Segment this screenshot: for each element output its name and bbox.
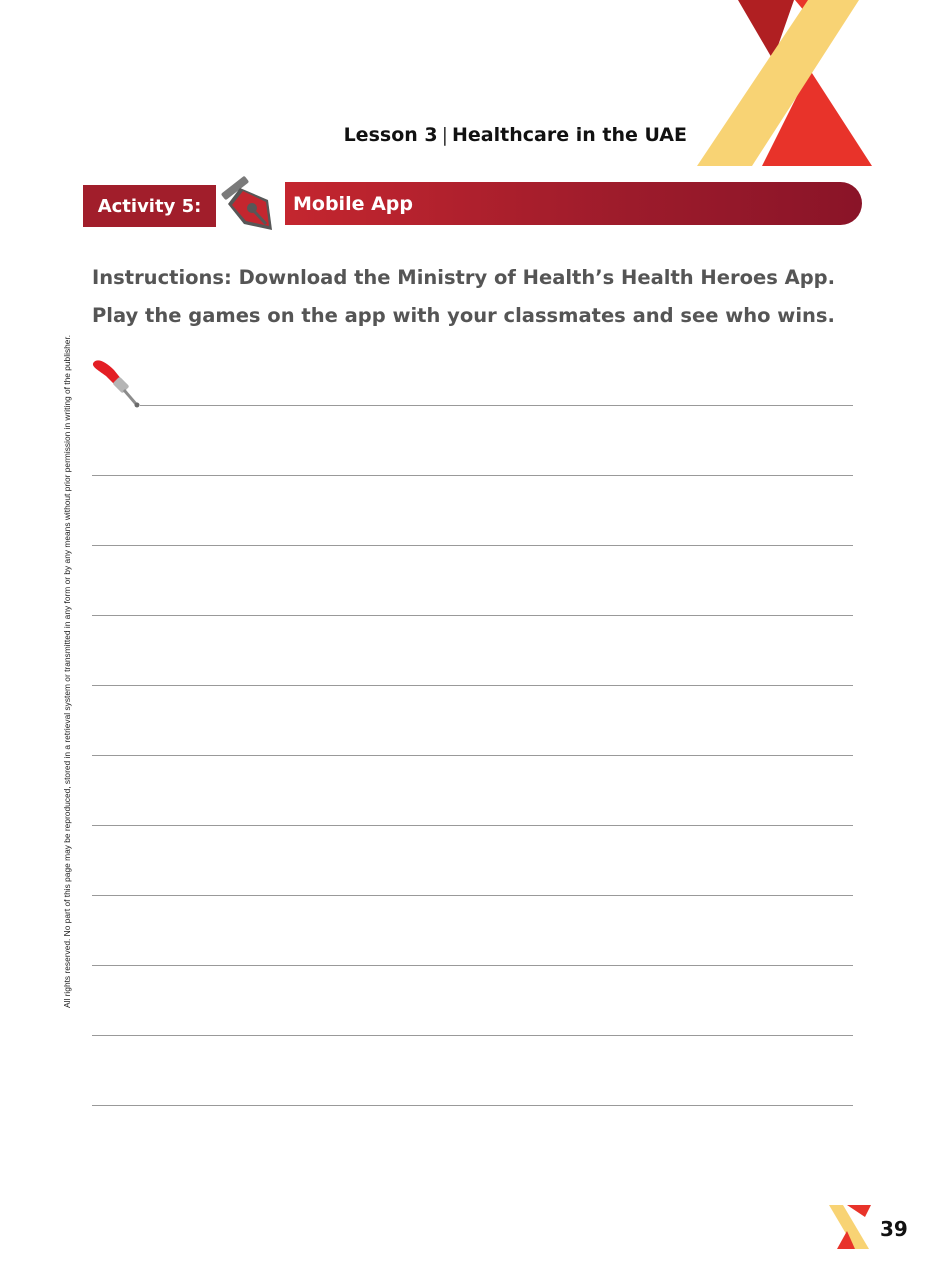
answer-line[interactable] [92, 685, 853, 686]
instructions-line-1: Instructions: Download the Ministry of Health’s Health Heroes App. [92, 266, 836, 289]
answer-line[interactable] [140, 405, 853, 406]
activity-label [83, 185, 216, 227]
paintbrush-icon [88, 356, 144, 410]
answer-line[interactable] [92, 825, 853, 826]
answer-line[interactable] [92, 895, 853, 896]
answer-line[interactable] [92, 1035, 853, 1036]
answer-line[interactable] [92, 965, 853, 966]
answer-line[interactable] [92, 615, 853, 616]
page-logo-icon [829, 1205, 873, 1253]
instructions [92, 259, 852, 335]
activity-title-bar [285, 182, 862, 225]
copyright-notice: All rights reserved. No part of this page may be reproduced, stored in a retrieval system or transmitted in any form or by any means without prior permission in writing of the publisher. [62, 334, 72, 1008]
header-separator: | [441, 124, 449, 146]
answer-line[interactable] [92, 545, 853, 546]
activity-title: Mobile App [293, 192, 413, 215]
corner-decoration [0, 0, 945, 180]
activity-number: Activity 5: [97, 195, 202, 217]
answer-line[interactable] [92, 475, 853, 476]
page-number: 39 [880, 1217, 908, 1241]
lesson-topic: Healthcare in the UAE [452, 124, 687, 146]
answer-line[interactable] [92, 1105, 853, 1106]
instructions-line-2: Play the games on the app with your classmates and see who wins. [92, 304, 835, 327]
lesson-header [344, 124, 687, 146]
lesson-number: Lesson 3 [343, 124, 438, 146]
fountain-pen-icon [216, 174, 280, 234]
answer-line[interactable] [92, 755, 853, 756]
